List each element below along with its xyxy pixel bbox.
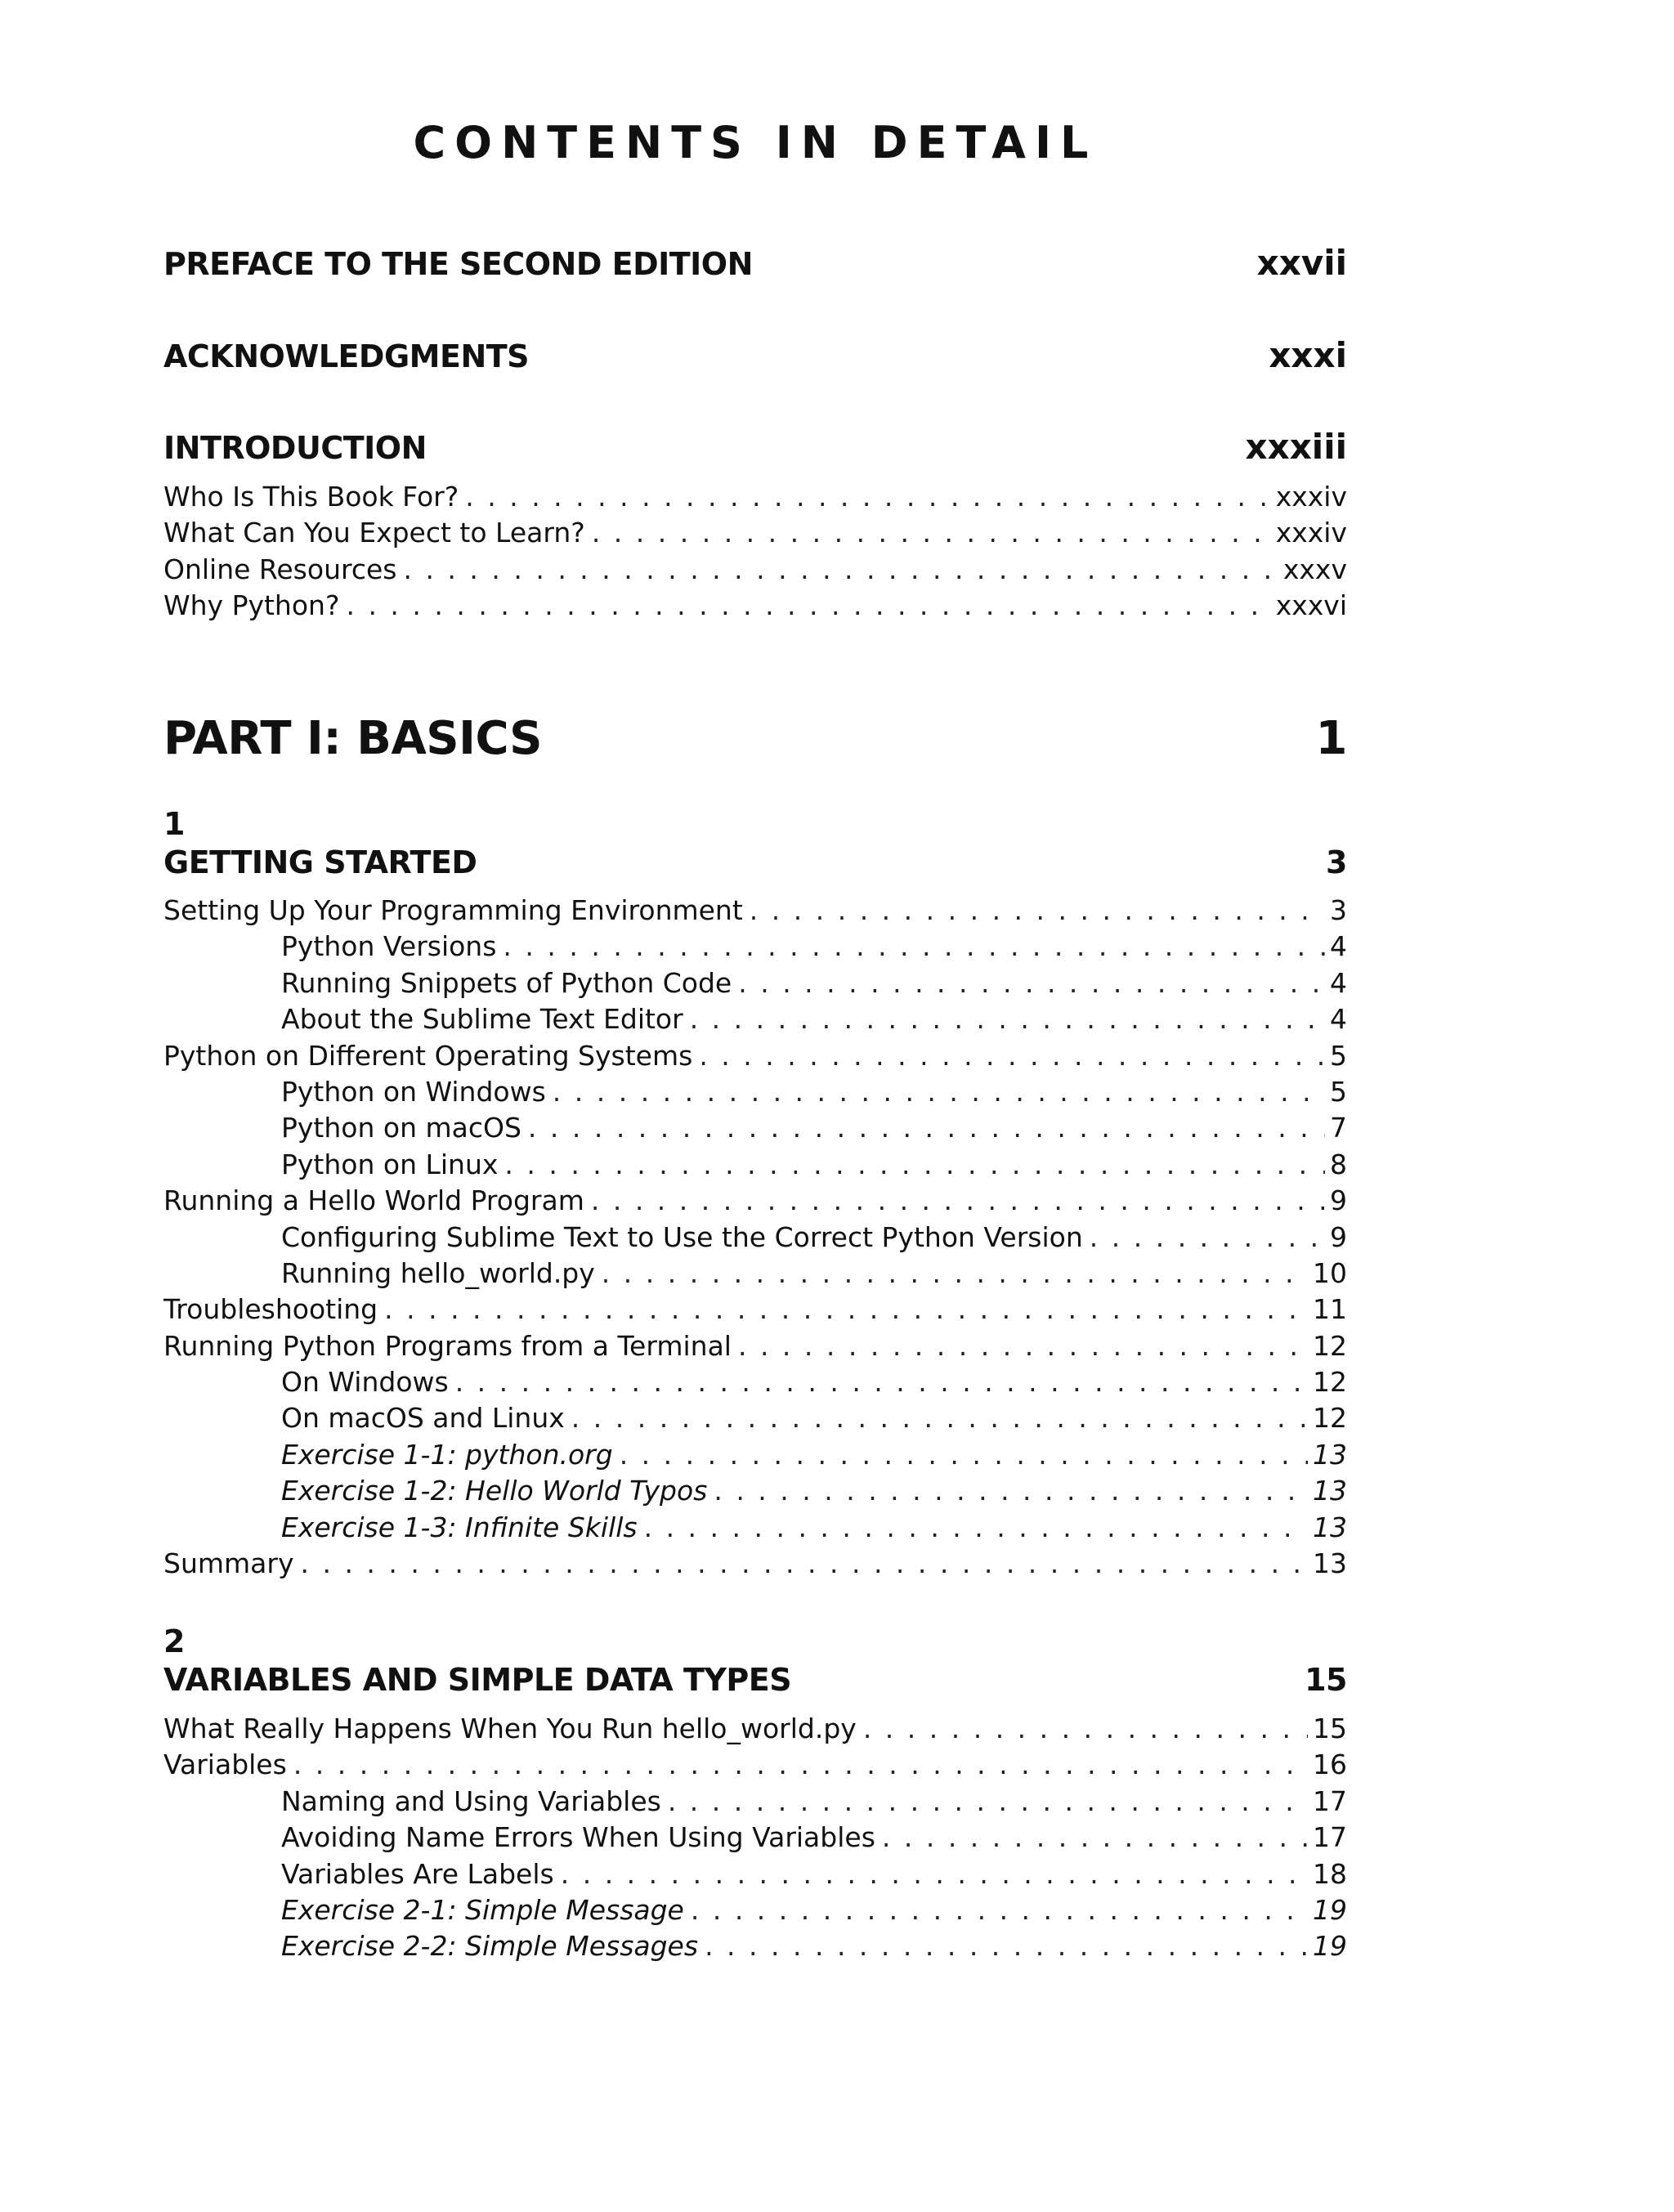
- toc-subentry[interactable]: [163, 1856, 1347, 1892]
- entry-title: Summary: [163, 1547, 294, 1580]
- dot-leader: [455, 1364, 1308, 1400]
- heading-title: PREFACE TO THE SECOND EDITION: [163, 246, 753, 282]
- entry-page: 16: [1313, 1749, 1347, 1781]
- toc-entry[interactable]: [163, 588, 1347, 624]
- entry-title: Running Python Programs from a Terminal: [163, 1329, 732, 1362]
- toc-entry[interactable]: [163, 479, 1347, 515]
- part-page: 1: [1315, 712, 1347, 765]
- heading-title: INTRODUCTION: [163, 430, 427, 466]
- toc-entry[interactable]: [163, 1711, 1347, 1747]
- dot-leader: [690, 1001, 1325, 1037]
- entry-page: xxxiv: [1275, 517, 1347, 549]
- entry-title: Python on Different Operating Systems: [163, 1039, 693, 1072]
- toc-subentry[interactable]: [163, 1110, 1347, 1146]
- dot-leader: [403, 552, 1278, 588]
- chapter-title: GETTING STARTED: [163, 844, 477, 880]
- entry-page: 19: [1313, 1930, 1347, 1963]
- toc-exercise[interactable]: [163, 1510, 1347, 1546]
- entry-title: Python on Linux: [281, 1148, 499, 1180]
- toc-entry[interactable]: [163, 1328, 1347, 1364]
- entry-title: Setting Up Your Programming Environment: [163, 894, 743, 926]
- dot-leader: [592, 515, 1271, 551]
- entry-title: Running hello_world.py: [281, 1256, 595, 1289]
- entry-title: Exercise 1-1: python.org: [281, 1438, 613, 1471]
- entry-title: Naming and Using Variables: [281, 1784, 661, 1817]
- toc-entry[interactable]: [163, 1546, 1347, 1582]
- entry-title: Running a Hello World Program: [163, 1184, 584, 1217]
- entry-title: Variables Are Labels: [281, 1857, 554, 1890]
- dot-leader: [714, 1473, 1308, 1509]
- heading-page: xxxiii: [1245, 427, 1347, 467]
- entry-page: 7: [1330, 1112, 1347, 1144]
- toc-heading-acknowledgments[interactable]: [163, 335, 1347, 377]
- entry-page: 15: [1313, 1713, 1347, 1744]
- page-title: CONTENTS IN DETAIL: [413, 117, 1098, 168]
- entry-page: 13: [1313, 1438, 1347, 1471]
- toc-subentry[interactable]: [163, 1400, 1347, 1436]
- entry-page: 13: [1313, 1547, 1347, 1580]
- toc-entry[interactable]: [163, 552, 1347, 588]
- toc-exercise[interactable]: [163, 1928, 1347, 1964]
- dot-leader: [668, 1784, 1308, 1820]
- entry-title: Troubleshooting: [163, 1293, 378, 1326]
- dot-leader: [346, 588, 1270, 624]
- dot-leader: [644, 1510, 1308, 1546]
- entry-page: 12: [1313, 1366, 1347, 1399]
- entry-page: 12: [1313, 1329, 1347, 1362]
- chapter-2-entry-list: [163, 1711, 1347, 1965]
- entry-page: 5: [1330, 1075, 1347, 1108]
- dot-leader: [750, 893, 1325, 929]
- entry-page: 4: [1330, 1003, 1347, 1036]
- toc-exercise[interactable]: [163, 1437, 1347, 1473]
- dot-leader: [863, 1711, 1308, 1747]
- dot-leader: [620, 1437, 1308, 1473]
- entry-title: Exercise 1-2: Hello World Typos: [281, 1475, 708, 1507]
- entry-title: Who Is This Book For?: [163, 481, 459, 513]
- entry-page: 19: [1313, 1893, 1347, 1926]
- entry-page: 17: [1313, 1784, 1347, 1817]
- toc-subentry[interactable]: [163, 1820, 1347, 1856]
- entry-page: 11: [1313, 1293, 1347, 1326]
- dot-leader: [300, 1546, 1308, 1582]
- entry-page: 9: [1330, 1220, 1347, 1253]
- entry-page: xxxiv: [1275, 481, 1347, 513]
- dot-leader: [602, 1256, 1308, 1292]
- chapter-1-entry-list: [163, 893, 1347, 1582]
- toc-subentry[interactable]: [163, 1001, 1347, 1037]
- chapter-page: 15: [1305, 1662, 1347, 1698]
- toc-entry[interactable]: [163, 515, 1347, 551]
- entry-title: Python on macOS: [281, 1112, 521, 1144]
- dot-leader: [528, 1110, 1325, 1146]
- toc-subentry[interactable]: [163, 1784, 1347, 1820]
- chapter-page: 3: [1326, 844, 1347, 880]
- entry-title: Online Resources: [163, 553, 397, 585]
- heading-page: xxvii: [1256, 243, 1347, 283]
- entry-page: 13: [1313, 1511, 1347, 1543]
- entry-page: 4: [1330, 966, 1347, 999]
- entry-title: Python on Windows: [281, 1075, 546, 1108]
- entry-title: Python Versions: [281, 930, 497, 963]
- dot-leader: [503, 929, 1325, 965]
- entry-page: 4: [1330, 930, 1347, 963]
- entry-title: Exercise 1-3: Infinite Skills: [281, 1511, 638, 1543]
- toc-subentry[interactable]: [163, 965, 1347, 1001]
- chapter-number: 2: [163, 1623, 186, 1659]
- toc-subentry[interactable]: [163, 1256, 1347, 1292]
- entry-page: 18: [1313, 1857, 1347, 1890]
- chapter-number: 1: [163, 806, 186, 842]
- chapter-heading-getting-started[interactable]: [163, 842, 1347, 883]
- toc-subentry[interactable]: [163, 1220, 1347, 1256]
- entry-page: 12: [1313, 1402, 1347, 1435]
- entry-page: 17: [1313, 1821, 1347, 1854]
- entry-title: Why Python?: [163, 589, 340, 622]
- entry-page: 8: [1330, 1148, 1347, 1180]
- part-heading[interactable]: [163, 710, 1347, 768]
- dot-leader: [738, 965, 1325, 1001]
- part-title: PART I: BASICS: [163, 712, 542, 765]
- toc-heading-introduction[interactable]: [163, 427, 1347, 468]
- dot-leader: [465, 479, 1270, 515]
- toc-subentry[interactable]: [163, 1147, 1347, 1183]
- entry-title: On Windows: [281, 1366, 449, 1399]
- toc-entry[interactable]: [163, 1183, 1347, 1219]
- entry-title: Exercise 2-2: Simple Messages: [281, 1930, 699, 1963]
- entry-page: 9: [1330, 1184, 1347, 1217]
- entry-page: 10: [1313, 1256, 1347, 1289]
- dot-leader: [571, 1400, 1308, 1436]
- entry-page: 5: [1330, 1039, 1347, 1072]
- toc-subentry[interactable]: [163, 929, 1347, 965]
- entry-title: Running Snippets of Python Code: [281, 966, 732, 999]
- entry-title: Configuring Sublime Text to Use the Correct Python Version: [281, 1220, 1083, 1253]
- chapter-heading-variables[interactable]: [163, 1659, 1347, 1700]
- toc-subentry[interactable]: [163, 1364, 1347, 1400]
- entry-title: What Really Happens When You Run hello_world.py: [163, 1713, 857, 1744]
- heading-page: xxxi: [1269, 335, 1347, 375]
- entry-title: Avoiding Name Errors When Using Variables: [281, 1821, 875, 1854]
- toc-exercise[interactable]: [163, 1473, 1347, 1509]
- chapter-title: VARIABLES AND SIMPLE DATA TYPES: [163, 1662, 792, 1698]
- toc-entry[interactable]: [163, 1747, 1347, 1783]
- dot-leader: [293, 1747, 1308, 1783]
- dot-leader: [561, 1856, 1308, 1892]
- entry-page: 3: [1330, 894, 1347, 926]
- dot-leader: [699, 1038, 1325, 1074]
- toc-entry[interactable]: [163, 1292, 1347, 1328]
- dot-leader: [691, 1892, 1308, 1928]
- heading-title: ACKNOWLEDGMENTS: [163, 338, 530, 374]
- dot-leader: [1090, 1220, 1325, 1256]
- toc-subentry[interactable]: [163, 1074, 1347, 1110]
- dot-leader: [384, 1292, 1308, 1328]
- toc-entry[interactable]: [163, 1038, 1347, 1074]
- entry-title: Exercise 2-1: Simple Message: [281, 1893, 684, 1926]
- toc-heading-preface[interactable]: [163, 243, 1347, 284]
- dot-leader: [882, 1820, 1308, 1856]
- entry-title: Variables: [163, 1749, 287, 1781]
- toc-entry[interactable]: [163, 893, 1347, 929]
- entry-title: About the Sublime Text Editor: [281, 1003, 683, 1036]
- dot-leader: [591, 1183, 1325, 1219]
- entry-page: 13: [1313, 1475, 1347, 1507]
- entry-page: xxxv: [1282, 553, 1347, 585]
- entry-page: xxxvi: [1275, 589, 1347, 622]
- entry-title: What Can You Expect to Learn?: [163, 517, 585, 549]
- entry-title: On macOS and Linux: [281, 1402, 565, 1435]
- dot-leader: [553, 1074, 1325, 1110]
- dot-leader: [738, 1328, 1308, 1364]
- dot-leader: [705, 1928, 1308, 1964]
- dot-leader: [504, 1147, 1325, 1183]
- toc-exercise[interactable]: [163, 1892, 1347, 1928]
- intro-entry-list: [163, 479, 1347, 625]
